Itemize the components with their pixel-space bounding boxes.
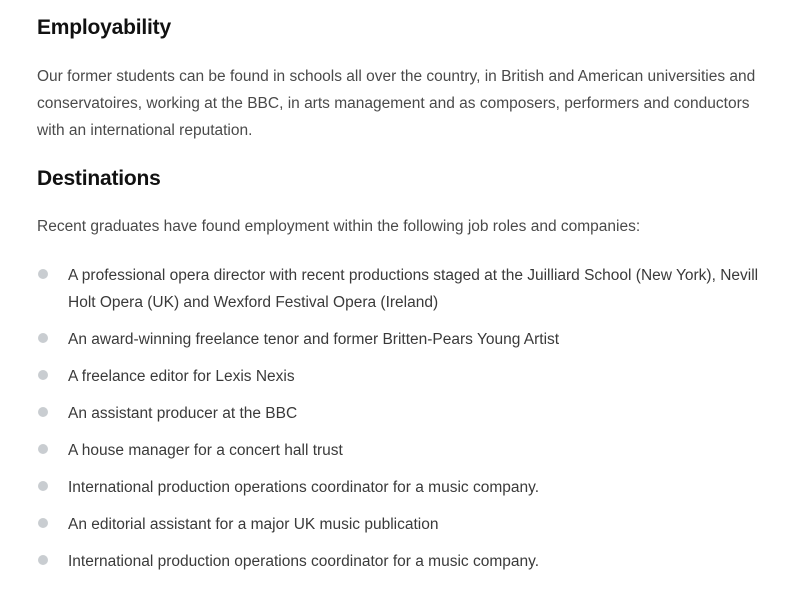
list-item-text: A freelance editor for Lexis Nexis xyxy=(68,368,295,385)
bullet-icon xyxy=(38,555,48,565)
list-item xyxy=(37,511,777,538)
destinations-list xyxy=(37,262,777,585)
destinations-intro: Recent graduates have found employment within the following job roles and companies: xyxy=(37,218,641,235)
list-item-text: International production operations coordinator for a music company. xyxy=(68,479,540,496)
list-item-text: An award-winning freelance tenor and former Britten-Pears Young Artist xyxy=(68,331,560,348)
destinations-heading: Destinations xyxy=(37,167,161,190)
bullet-icon xyxy=(38,481,48,491)
bullet-icon xyxy=(38,370,48,380)
list-item-text: International production operations coordinator for a music company. xyxy=(68,553,540,570)
bullet-icon xyxy=(38,269,48,279)
list-item-text: An assistant producer at the BBC xyxy=(68,405,298,422)
list-item xyxy=(37,474,777,501)
list-item xyxy=(37,363,777,390)
list-item xyxy=(37,548,777,575)
employability-paragraph: Our former students can be found in schools all over the country, in British and American universities and conservatoires, working at the BBC, in arts management and as composers, performers and conductors with an international reputation. xyxy=(37,68,756,139)
employability-heading: Employability xyxy=(37,16,171,39)
list-item-text: A house manager for a concert hall trust xyxy=(68,442,343,459)
bullet-icon xyxy=(38,407,48,417)
bullet-icon xyxy=(38,444,48,454)
list-item xyxy=(37,400,777,427)
list-item xyxy=(37,437,777,464)
list-item xyxy=(37,326,777,353)
list-item-text: An editorial assistant for a major UK music publication xyxy=(68,516,439,533)
bullet-icon xyxy=(38,518,48,528)
list-item-text: A professional opera director with recent productions staged at the Juilliard School (New York), Nevill Holt Opera (UK) and Wexford Festival Opera (Ireland) xyxy=(68,267,759,311)
list-item xyxy=(37,262,777,316)
bullet-icon xyxy=(38,333,48,343)
